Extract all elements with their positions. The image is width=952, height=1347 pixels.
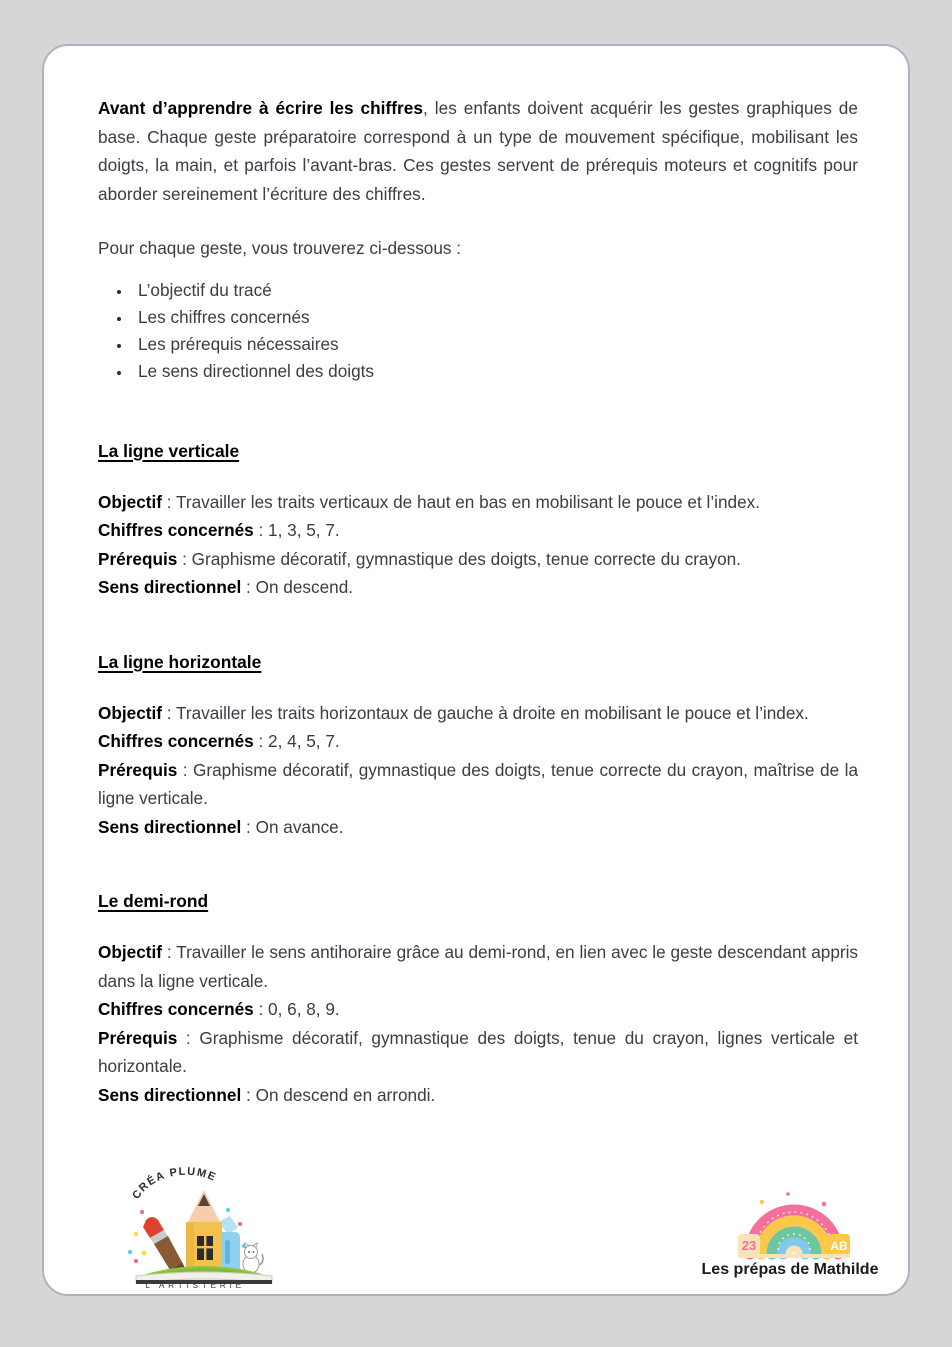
field-label: Chiffres concernés bbox=[98, 520, 254, 540]
paintbrush-icon bbox=[143, 1217, 186, 1276]
field-label: Prérequis bbox=[98, 1027, 178, 1048]
field-objectif bbox=[98, 699, 858, 728]
field-value: Travailler le sens antihoraire grâce au demi-rond, en lien avec le geste descendant appris dans la ligne verticale. bbox=[98, 942, 859, 991]
artisterie-text: L'ARTISTERIE bbox=[145, 1280, 245, 1288]
crea-plume-arc-text: CRÉA PLUME bbox=[130, 1165, 219, 1202]
field-value: On descend en arrondi. bbox=[255, 1084, 436, 1105]
field-separator: : bbox=[161, 491, 176, 512]
block-left-text: 23 bbox=[741, 1238, 757, 1253]
field-value: Graphisme décoratif, gymnastique des doigts, tenue correcte du crayon, maîtrise de la ligne verticale. bbox=[98, 759, 859, 808]
field-separator: : bbox=[253, 520, 269, 540]
field-separator: : bbox=[177, 548, 192, 569]
field-value: 0, 6, 8, 9. bbox=[268, 999, 340, 1019]
field-separator: : bbox=[253, 731, 269, 751]
field-value: Travailler les traits horizontaux de gauche à droite en mobilisant le pouce et l’index. bbox=[176, 702, 809, 723]
field-value: Graphisme décoratif, gymnastique des doigts, tenue correcte du crayon. bbox=[191, 548, 741, 569]
rainbow-icon bbox=[750, 1210, 838, 1254]
document-page bbox=[42, 44, 910, 1296]
field-prerequis bbox=[98, 756, 858, 813]
field-separator: : bbox=[241, 577, 256, 597]
list-item: • Le sens directionnel des doigts bbox=[132, 358, 858, 385]
crea-plume-logo bbox=[100, 1160, 290, 1288]
field-value: 1, 3, 5, 7. bbox=[268, 520, 340, 540]
field-label: Sens directionnel bbox=[98, 1084, 242, 1105]
field-prerequis bbox=[98, 1024, 858, 1081]
field-chiffres-concernes bbox=[98, 727, 858, 756]
section-ligne-horizontale bbox=[98, 652, 858, 842]
field-sens-directionnel bbox=[98, 1081, 858, 1110]
section-ligne-verticale bbox=[98, 441, 858, 602]
field-value: On descend. bbox=[255, 577, 354, 597]
field-objectif bbox=[98, 488, 858, 517]
cat-icon bbox=[243, 1243, 263, 1273]
field-objectif bbox=[98, 938, 858, 995]
pencil-house-icon bbox=[186, 1190, 222, 1274]
section-heading bbox=[98, 441, 858, 462]
section-heading bbox=[98, 652, 858, 673]
field-prerequis bbox=[98, 545, 858, 574]
section-heading-text: La ligne verticale bbox=[98, 440, 240, 461]
number-block-icon bbox=[738, 1234, 760, 1256]
list-item: • Les prérequis nécessaires bbox=[132, 331, 858, 358]
field-label: Sens directionnel bbox=[98, 577, 242, 597]
intro-rest: , les enfants doivent acquérir les gestes graphiques de base. Chaque geste préparatoire correspond à un type de mouvement spécifique, mobilisant les doigts, la main, et parfois l’avant-bras. Ces gestes servent de prérequis moteurs et cognitifs pour aborder sereinement l’écriture des chiffres. bbox=[98, 98, 858, 204]
field-label: Objectif bbox=[98, 491, 162, 512]
field-chiffres-concernes bbox=[98, 516, 858, 545]
sub-intro-text: Pour chaque geste, vous trouverez ci-dessous : bbox=[98, 238, 462, 258]
field-label: Prérequis bbox=[98, 759, 178, 780]
letter-block-icon bbox=[828, 1234, 850, 1256]
field-sens-directionnel bbox=[98, 573, 858, 602]
document-content bbox=[98, 94, 858, 1109]
block-right-text: AB bbox=[830, 1239, 848, 1253]
intro-paragraph bbox=[98, 94, 858, 208]
field-separator: : bbox=[241, 1084, 256, 1105]
field-label: Chiffres concernés bbox=[98, 999, 254, 1019]
field-separator: : bbox=[161, 702, 176, 723]
section-heading-text: Le demi-rond bbox=[98, 891, 209, 911]
field-sens-directionnel bbox=[98, 813, 858, 842]
intro-lead-bold: Avant d’apprendre à écrire les chiffres bbox=[98, 98, 424, 118]
field-separator: : bbox=[177, 759, 194, 780]
section-heading-text: ligne horizontale bbox=[118, 651, 262, 672]
field-label: Objectif bbox=[98, 942, 162, 962]
field-value: Travailler les traits verticaux de haut en bas en mobilisant le pouce et l’index. bbox=[176, 491, 761, 512]
section-heading bbox=[98, 891, 858, 912]
section-heading-prefix: La bbox=[98, 651, 119, 672]
section-demi-rond bbox=[98, 891, 858, 1109]
list-item: • L’objectif du tracé bbox=[132, 277, 858, 304]
field-chiffres-concernes bbox=[98, 995, 858, 1024]
field-separator: : bbox=[161, 942, 177, 962]
field-separator: : bbox=[253, 999, 269, 1019]
field-label: Objectif bbox=[98, 702, 162, 723]
mathilde-logo bbox=[690, 1188, 890, 1280]
field-separator: : bbox=[177, 1027, 200, 1048]
mathilde-brand-text: Les prépas de Mathilde bbox=[701, 1261, 879, 1278]
feature-bullet-list bbox=[98, 277, 858, 385]
field-value: 2, 4, 5, 7. bbox=[268, 731, 340, 751]
field-label: Prérequis bbox=[98, 548, 178, 569]
list-item: • Les chiffres concernés bbox=[132, 304, 858, 331]
field-label: Chiffres concernés bbox=[98, 731, 254, 751]
field-value: On avance. bbox=[255, 816, 344, 837]
field-separator: : bbox=[241, 816, 256, 837]
field-label: Sens directionnel bbox=[98, 816, 242, 837]
field-value: Graphisme décoratif, gymnastique des doigts, tenue du crayon, lignes verticale et horizontale. bbox=[98, 1027, 859, 1076]
